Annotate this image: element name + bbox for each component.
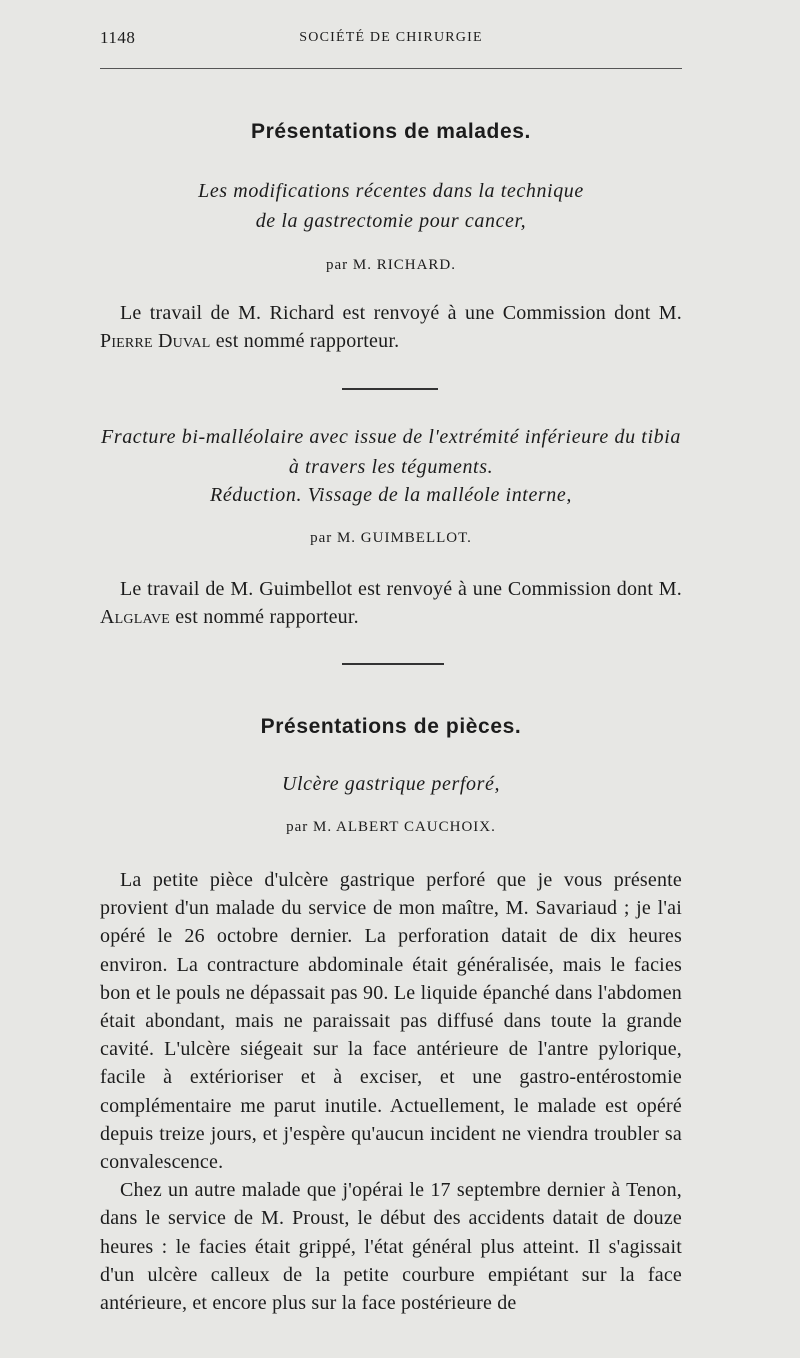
- item1-byline: par M. RICHARD.: [326, 257, 456, 273]
- item2-title-line3: Réduction. Vissage de la malléole interne,: [210, 484, 572, 506]
- item2-byline: par M. GUIMBELLOT.: [310, 530, 472, 546]
- item2-text-part1: Le travail de M. Guimbellot est renvoyé à une Commission dont M.: [120, 578, 682, 600]
- item1-text: [100, 299, 682, 355]
- separator-rule: [342, 388, 438, 390]
- section-title-pieces: Présentations de pièces.: [260, 715, 522, 738]
- item1-text-part2: est nommé rapporteur.: [210, 330, 400, 353]
- header-rule: [100, 68, 682, 69]
- item2-rapporteur: Alglave: [100, 606, 171, 629]
- running-title: SOCIÉTÉ DE CHIRURGIE: [299, 30, 483, 45]
- page-number: 1148: [100, 28, 136, 47]
- item1-text-part1: Le travail de M. Richard est renvoyé à une Commission dont M.: [120, 302, 682, 324]
- item2-text-part2: est nommé rapporteur.: [170, 606, 359, 629]
- paragraph: La petite pièce d'ulcère gastrique perforé que je vous présente provient d'un malade du service de mon maître, M. Savariaud ; je l'ai opéré le 26 octobre dernier. La perforation datait de dix heures environ. La contracture abdominale était généralisée, mais le facies bon et le pouls ne dépassait pas 90. Le liquide épanché dans l'abdomen était abondant, mais ne paraissait pas diffusé dans toute la grande cavité. L'ulcère siégeait sur la face antérieure de l'antre pylorique, facile à extérioriser et à exciser, et une gastro-entérostomie complémentaire me parut inutile. Actuellement, le malade est opéré depuis treize jours, et j'espère qu'aucun incident ne viendra troubler sa convalescence.: [100, 869, 682, 1174]
- paragraph: Chez un autre malade que j'opérai le 17 septembre dernier à Tenon, dans le service de M. Proust, le début des accidents datait de douze heures : le facies était grippé, l'état général plus atteint. Il s'agissait d'un ulcère calleux de la petite courbure empiétant sur la face antérieure, et encore plus sur la face postérieure de: [100, 1179, 682, 1315]
- piece1-body: [100, 866, 682, 1317]
- item2-title-line1: Fracture bi-malléolaire avec issue de l'extrémité inférieure du tibia: [101, 426, 681, 448]
- item2-text: [100, 575, 682, 631]
- item2-title-line2: à travers les téguments.: [288, 456, 494, 478]
- item1-title-line1: Les modifications récentes dans la technique: [198, 180, 584, 202]
- piece1-title: Ulcère gastrique perforé,: [281, 773, 501, 795]
- page-header: [100, 28, 682, 52]
- separator-rule: [342, 663, 444, 665]
- piece1-byline: par M. ALBERT CAUCHOIX.: [286, 819, 496, 835]
- section-title-malades: Présentations de malades.: [251, 120, 531, 143]
- item1-rapporteur: Pierre Duval: [100, 330, 211, 353]
- item1-title-line2: de la gastrectomie pour cancer,: [255, 210, 527, 232]
